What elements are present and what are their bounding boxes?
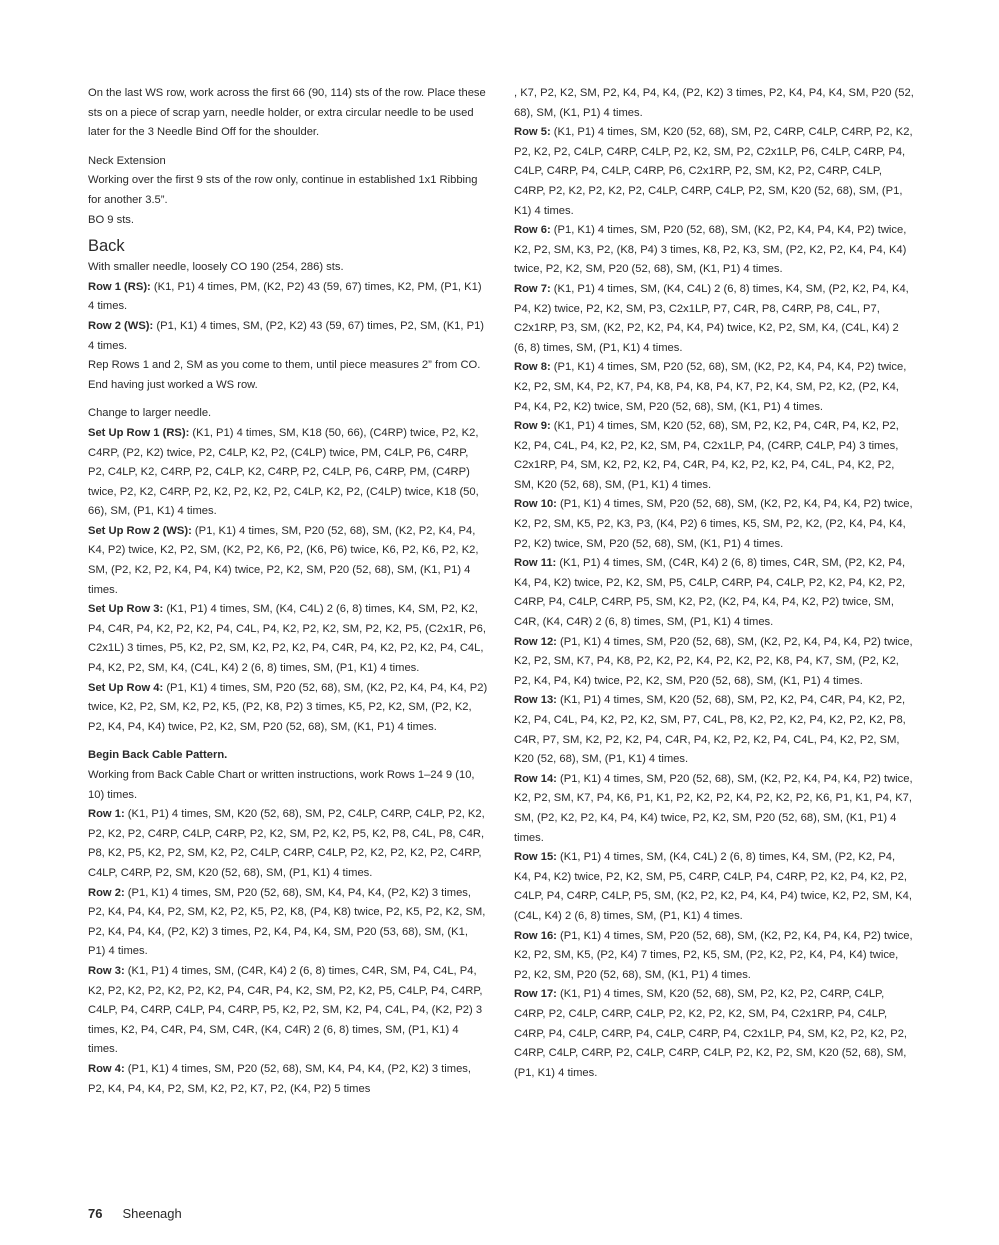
- row-text: (P1, K1) 4 times, SM, (P2, K2) 43 (59, 67) times, P2, SM, (K1, P1) 4 times.: [88, 319, 485, 352]
- row-label: Row 17:: [514, 988, 557, 1001]
- pattern-row-4: [88, 1060, 488, 1099]
- row-label: Row 3:: [88, 964, 125, 977]
- row-text: (K1, P1) 4 times, SM, K18 (50, 66), (C4RP) twice, P2, K2, C4RP, (P2, K2) twice, P2, C4LP, K2, P2, (C4LP) twice, PM, C4LP, P6, C4RP, P2, C4LP, K2, C4RP, P2, C4LP, K2, C4RP, P2, C4LP, P6, C4RP, PM, (C4RP) twice, P2, K2, C4RP, P2, K2, P2, K2, P2, C4LP, K2, P2, (C4LP) twice, K18 (50, 66), SM, (P1, K1) 4 times.: [88, 426, 479, 518]
- row-text: (K1, P1) 4 times, SM, K20 (52, 68), SM, P2, K2, P4, C4R, P4, K2, P2, K2, P4, C4L, P4, K2, P2, K2, SM, P4, C2x1LP, P4, (C4RP, C4LP, P4) 3 times, C2x1RP, P4, SM, K2, P2, K2, P4, C4R, P4, K2, P2, K2, P4, C4L, P4, K2, P2, SM, K20 (52, 68), SM, (P1, K1) 4 times.: [514, 420, 899, 491]
- pattern-row-6: [514, 221, 914, 280]
- setup-row-1: [88, 424, 488, 522]
- pattern-row-17: [514, 985, 914, 1083]
- row-label: Row 13:: [514, 694, 557, 707]
- begin-back-text: Working from Back Cable Chart or written instructions, work Rows 1–24 9 (10, 10) times.: [88, 769, 475, 801]
- row-text: (K1, P1) 4 times, SM, K20 (52, 68), SM, P2, C4LP, C4RP, C4LP, P2, K2, P2, K2, P2, C4RP, C4LP, C4RP, P2, K2, SM, P2, K2, P5, K2, P8, C4L, P8, C4R, P8, K2, P5, K2, P2, SM, K2, P2, C4LP, C4RP, C4LP, P2, K2, P2, K2, P2, C4RP, C4LP, C4RP, P2, SM, K20 (52, 68), SM, (P1, K1) 4 times.: [88, 808, 485, 879]
- row-text: (K1, P1) 4 times, SM, (K4, C4L) 2 (6, 8) times, K4, SM, (P2, K2, P4, K4, P4, K2) twice, P2, K2, SM, P3, C2x1LP, P7, C4R, P8, C4RP, P8, C4L, P7, C2x1RP, P3, SM, (K2, P2, K2, P4, K4, P4) twice, K2, P2, SM, K4, (C4L, K4) 2 (6, 8) times, SM, (P1, K1) 4 times.: [514, 282, 909, 354]
- row-label: Row 16:: [514, 929, 557, 942]
- neck-extension-bo: BO 9 sts.: [88, 213, 135, 226]
- setup-row-3: [88, 600, 488, 678]
- row-4-continued: , K7, P2, K2, SM, P2, K4, P4, K4, (P2, K2) 3 times, P2, K4, P4, K4, SM, P20 (52, 68), SM, (K1, P1) 4 times.: [514, 87, 914, 119]
- row-text: (P1, K1) 4 times, SM, P20 (52, 68), SM, (K2, P2, K4, P4, K4, P2) twice, K2, P2, SM, K3, P2, (K8, P4) 3 times, K8, P2, K3, SM, (P2, K2, P2, K4, P4, K4) twice, P2, K2, SM, P20 (52, 68), SM, (K1, P1) 4 times.: [514, 224, 907, 276]
- pattern-row-8: [514, 358, 914, 417]
- row-label: Row 14:: [514, 772, 557, 785]
- begin-back-heading: Begin Back Cable Pattern.: [88, 749, 228, 762]
- page-footer: [88, 1206, 182, 1221]
- pattern-row-11: [514, 554, 914, 632]
- row-label: Set Up Row 3:: [88, 603, 164, 616]
- setup-row-2: [88, 522, 488, 600]
- pattern-row-7: [514, 280, 914, 358]
- pattern-row-12: [514, 633, 914, 692]
- row-text: (P1, K1) 4 times, SM, P20 (52, 68), SM, (K2, P2, K4, P4, K4, P2) twice, K2, P2, SM, (K2, P2, K6, P2, (K6, P6) twice, K6, P2, K6, P2, K2, SM, (P2, K2, P2, K4, P4, K4) twice, P2, K2, SM, P20 (52, 68), SM, (K1, P1) 4 times.: [88, 524, 479, 596]
- back-rep: Rep Rows 1 and 2, SM as you come to them, until piece measures 2” from CO. End having just worked a WS row.: [88, 359, 481, 391]
- page-number: 76: [88, 1206, 103, 1221]
- left-column: [88, 84, 488, 1099]
- row-label: Set Up Row 4:: [88, 681, 164, 694]
- pattern-row-16: [514, 927, 914, 986]
- pattern-row-5: [514, 123, 914, 221]
- back-row-2: [88, 317, 488, 356]
- pattern-row-14: [514, 770, 914, 848]
- row-label: Row 1 (RS):: [88, 280, 151, 293]
- row-text: (K1, P1) 4 times, SM, (C4R, K4) 2 (6, 8) times, C4R, SM, P4, C4L, P4, K2, P2, K2, P2, K2, P2, K2, P4, C4R, P4, K2, SM, P2, K2, P5, C4LP, P4, C4RP, C4LP, P4, C4RP, C4LP, P4, C4RP, P5, K2, P2, SM, K2, P4, C4L, P4, (K2, P2) 3 times, K2, P4, C4R, P4, SM, C4R, (K4, C4R) 2 (6, 8) times, SM, (P1, K1) 4 times.: [88, 964, 483, 1056]
- row-label: Row 9:: [514, 420, 551, 433]
- row-label: Row 12:: [514, 635, 557, 648]
- row-label: Row 8:: [514, 361, 551, 374]
- pattern-row-2: [88, 884, 488, 962]
- row-label: Row 10:: [514, 498, 557, 511]
- pattern-row-13: [514, 691, 914, 769]
- pattern-row-15: [514, 848, 914, 926]
- row-text: (P1, K1) 4 times, SM, P20 (52, 68), SM, K4, P4, K4, (P2, K2) 3 times, P2, K4, P4, K4, P2, SM, K2, P2, K7, P2, (K4, P2) 5 times: [88, 1062, 471, 1095]
- row-text: (K1, P1) 4 times, SM, K20 (52, 68), SM, P2, K2, P2, C4RP, C4LP, C4RP, P2, C4LP, C4RP, C4LP, P2, K2, P2, K2, SM, P4, C2x1RP, P4, C4LP, C4RP, P4, C4LP, C4RP, P4, C4LP, C4RP, P4, C2x1LP, P4, SM, K2, P2, K2, P2, C4RP, C4LP, C4RP, P2, C4LP, C4RP, C4LP, P2, K2, P2, SM, K20 (52, 68), SM, (P1, K1) 4 times.: [514, 988, 908, 1079]
- row-label: Row 2 (WS):: [88, 319, 154, 332]
- neck-extension-text: Working over the first 9 sts of the row only, continue in established 1x1 Ribbing for another 3.5”.: [88, 174, 478, 206]
- back-co: With smaller needle, loosely CO 190 (254, 286) sts.: [88, 261, 344, 274]
- row-text: (P1, K1) 4 times, SM, P20 (52, 68), SM, (K2, P2, K4, P4, K4, P2) twice, K2, P2, SM, K5, P2, K3, P3, (K4, P2) 6 times, K5, SM, P2, K2, (P2, K4, P4, K4, P2, K2) twice, SM, P20 (52, 68), SM, (K1, P1) 4 times.: [514, 498, 913, 550]
- pattern-row-3: [88, 962, 488, 1060]
- row-label: Row 7:: [514, 282, 551, 295]
- row-text: (K1, P1) 4 times, SM, (K4, C4L) 2 (6, 8) times, K4, SM, (P2, K2, P4, K4, P4, K2) twice, P2, K2, SM, P5, C4RP, C4LP, P4, C4RP, P2, K2, P4, K2, P2, C4LP, P4, C4RP, C4LP, P5, SM, (K2, P2, K2, P4, K4, P4) twice, K2, P2, SM, K4, (C4L, K4) 2 (6, 8) times, SM, (P1, K1) 4 times.: [514, 851, 912, 922]
- row-text: (P1, K1) 4 times, SM, P20 (52, 68), SM, (K2, P2, K4, P4, K4, P2) twice, K2, P2, SM, K5, (P2, K4) 7 times, P2, K5, SM, (P2, K2, P2, K4, P4, K4) twice, P2, K2, SM, P20 (52, 68), SM, (K1, P1) 4 times.: [514, 929, 913, 981]
- row-text: (K1, P1) 4 times, PM, (K2, P2) 43 (59, 67) times, K2, PM, (P1, K1) 4 times.: [88, 280, 482, 313]
- row-label: Row 2:: [88, 886, 125, 899]
- pattern-row-9: [514, 417, 914, 495]
- back-heading: Back: [88, 237, 125, 256]
- pattern-row-10: [514, 495, 914, 554]
- row-text: (P1, K1) 4 times, SM, P20 (52, 68), SM, (K2, P2, K4, P4, K4, P2) twice, K2, P2, SM, K2, P2, K5, (P2, K8, P2) 3 times, K5, P2, K2, SM, (P2, K2, P2, K4, P4, K4) twice, P2, K2, SM, P20 (52, 68), SM, (K1, P1) 4 times.: [88, 681, 488, 733]
- row-text: (P1, K1) 4 times, SM, P20 (52, 68), SM, (K2, P2, K4, P4, K4, P2) twice, K2, P2, SM, K7, P4, K6, P1, K1, P2, K2, P2, K4, P2, K2, P2, K6, P1, K1, P4, K7, SM, (P2, K2, P2, K4, P4, K4) twice, P2, K2, SM, P20 (52, 68), SM, (K1, P1) 4 times.: [514, 772, 913, 844]
- neck-extension-heading: Neck Extension: [88, 154, 166, 167]
- row-text: (P1, K1) 4 times, SM, P20 (52, 68), SM, (K2, P2, K4, P4, K4, P2) twice, K2, P2, SM, K7, P4, K8, P2, K2, P2, K4, P2, K2, P2, K8, P4, K7, SM, (P2, K2, P2, K4, P4, K4) twice, P2, K2, SM, P20 (52, 68), SM, (K1, P1) 4 times.: [514, 635, 913, 687]
- row-text: (K1, P1) 4 times, SM, K20 (52, 68), SM, P2, K2, P4, C4R, P4, K2, P2, K2, P4, C4L, P4, K2, P2, K2, SM, P7, C4L, P8, K2, P2, K2, P4, K2, P2, K2, P8, C4R, P7, SM, K2, P2, K2, P4, C4R, P4, K2, P2, K2, P4, C4L, P4, K2, P2, SM, K20 (52, 68), SM, (P1, K1) 4 times.: [514, 694, 906, 766]
- pattern-row-1: [88, 805, 488, 883]
- row-text: (P1, K1) 4 times, SM, P20 (52, 68), SM, K4, P4, K4, (P2, K2) 3 times, P2, K4, P4, K4, P2, SM, K2, P2, K5, P2, K8, (P4, K8) twice, P2, K5, P2, K2, SM, P2, K4, P4, K4, (P2, K2) 3 times, P2, K4, P4, K4, SM, P20 (53, 68), SM, (K1, P1) 4 times.: [88, 886, 486, 958]
- row-label: Row 6:: [514, 224, 551, 237]
- row-label: Row 1:: [88, 808, 125, 821]
- setup-row-4: [88, 679, 488, 738]
- pattern-name: Sheenagh: [122, 1206, 182, 1221]
- row-label: Set Up Row 2 (WS):: [88, 524, 192, 537]
- back-row-1: [88, 278, 488, 317]
- row-label: Row 4:: [88, 1062, 125, 1075]
- row-text: (K1, P1) 4 times, SM, K20 (52, 68), SM, P2, C4RP, C4LP, C4RP, P2, K2, P2, K2, P2, C4LP, C4RP, C4LP, P2, K2, SM, P2, C2x1LP, P6, C4LP, C4RP, P4, C4LP, C4RP, P4, C4LP, C4RP, P6, C2x1RP, P2, SM, K2, P2, C4RP, C4LP, C4RP, P2, K2, P2, K2, P2, C4LP, C4RP, C4LP, P2, SM, K20 (52, 68), SM, (P1, K1) 4 times.: [514, 126, 913, 217]
- row-label: Row 15:: [514, 851, 557, 864]
- row-label: Set Up Row 1 (RS):: [88, 426, 190, 439]
- right-column: [514, 84, 914, 1083]
- row-label: Row 11:: [514, 557, 557, 570]
- change-needle: Change to larger needle.: [88, 407, 212, 420]
- row-text: (K1, P1) 4 times, SM, (K4, C4L) 2 (6, 8) times, K4, SM, P2, K2, P4, C4R, P4, K2, P2, K2, P4, C4L, P4, K2, P2, K2, SM, P2, K2, P5, (C2x1R, P6, C2x1L) 3 times, P5, K2, P2, SM, K2, P2, K2, P4, C4R, P4, K2, P2, K2, P4, C4L, P4, K2, P2, SM, K4, (C4L, K4) 2 (6, 8) times, SM, (P1, K1) 4 times.: [88, 603, 486, 675]
- row-text: (P1, K1) 4 times, SM, P20 (52, 68), SM, (K2, P2, K4, P4, K4, P2) twice, K2, P2, SM, K4, P2, K7, P4, K8, P4, K8, P4, K7, P2, K4, SM, P2, K2, (P2, K4, P4, K4, P2, K2) twice, SM, P20 (52, 68), SM, (K1, P1) 4 times.: [514, 361, 907, 413]
- row-text: (K1, P1) 4 times, SM, (C4R, K4) 2 (6, 8) times, C4R, SM, (P2, K2, P4, K4, P4, K2) twice, P2, K2, SM, P5, C4LP, C4RP, P4, C4LP, P2, K2, P4, K2, P2, C4RP, P4, C4LP, C4RP, P5, SM, K2, P2, (K2, P4, K4, P4, K2, P2) twice, SM, C4R, (K4, C4R) 2 (6, 8) times, SM, (P1, K1) 4 times.: [514, 557, 906, 629]
- intro-paragraph: On the last WS row, work across the first 66 (90, 114) sts of the row. Place these sts on a piece of scrap yarn, needle holder, or extra circular needle to be used later for the 3 Needle Bind Off for the shoulder.: [88, 87, 486, 139]
- row-label: Row 5:: [514, 126, 551, 139]
